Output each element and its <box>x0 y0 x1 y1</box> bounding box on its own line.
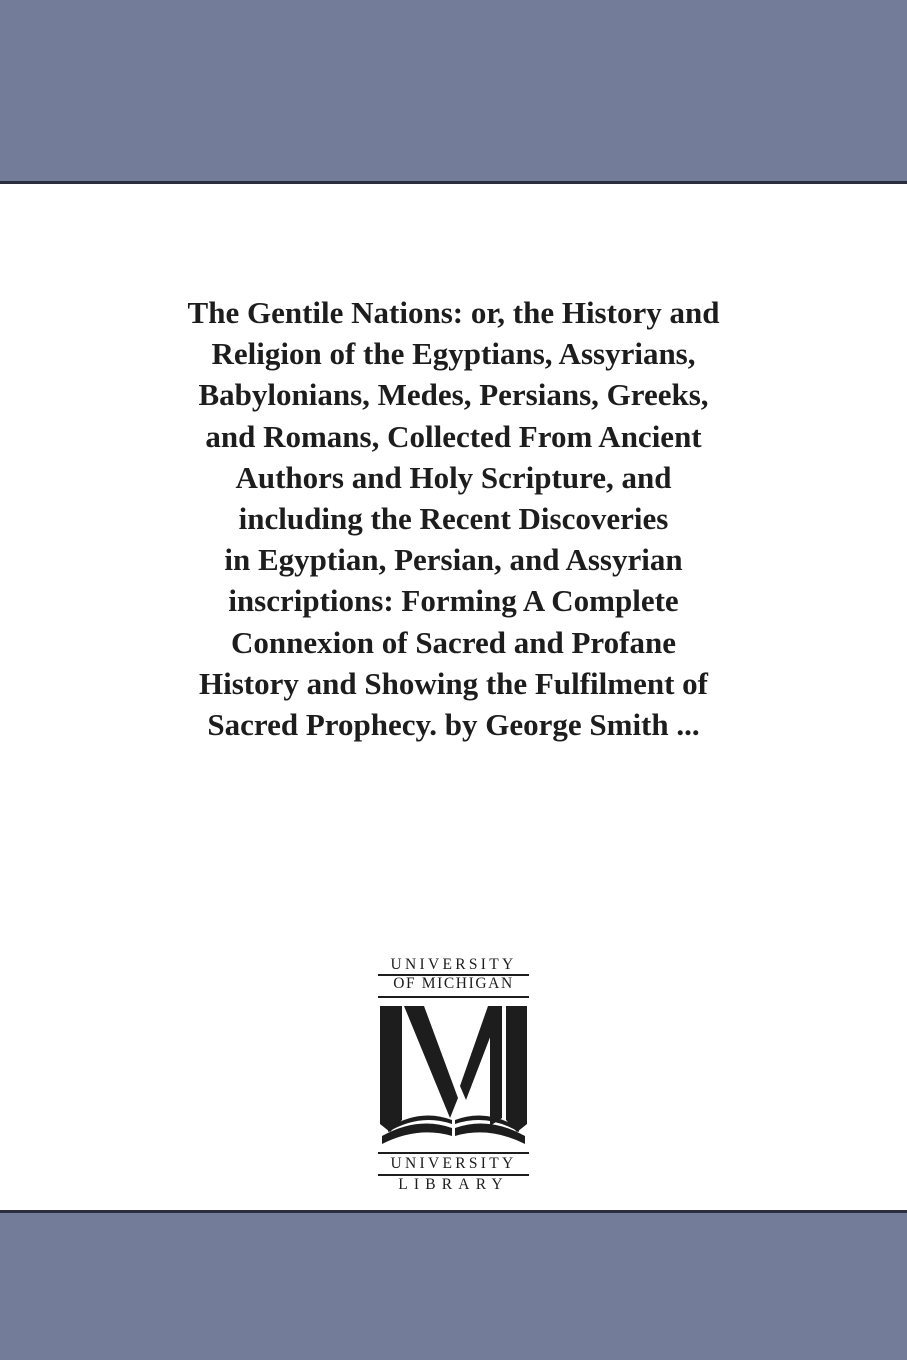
logo-michigan-text: OF MICHIGAN <box>393 975 514 992</box>
logo-rule <box>378 1152 529 1154</box>
title-line: in Egyptian, Persian, and Assyrian <box>224 542 683 578</box>
title-line: History and Showing the Fulfilment of <box>199 665 708 701</box>
title-line: Connexion of Sacred and Profane <box>231 624 676 660</box>
top-color-band <box>0 0 907 184</box>
title-line: Sacred Prophecy. by George Smith ... <box>207 707 700 743</box>
title-line: The Gentile Nations: or, the History and <box>187 295 720 330</box>
michigan-m-book-icon <box>378 1000 529 1150</box>
logo-university-text-bottom: UNIVERSITY <box>390 1155 517 1172</box>
title-line: Religion of the Egyptians, Assyrians, <box>211 336 696 372</box>
logo-rule <box>378 996 529 998</box>
title-line: inscriptions: Forming A Complete <box>228 583 679 619</box>
title-line: Babylonians, Medes, Persians, Greeks, <box>198 377 709 413</box>
book-title <box>100 292 807 745</box>
logo-university-text: UNIVERSITY <box>390 956 517 973</box>
title-line: Authors and Holy Scripture, and <box>235 459 672 495</box>
title-line: including the Recent Discoveries <box>238 501 669 537</box>
bottom-color-band <box>0 1210 907 1360</box>
title-line: and Romans, Collected From Ancient <box>205 418 702 454</box>
university-library-logo <box>378 956 529 1196</box>
logo-library-text: LIBRARY <box>398 1176 509 1193</box>
